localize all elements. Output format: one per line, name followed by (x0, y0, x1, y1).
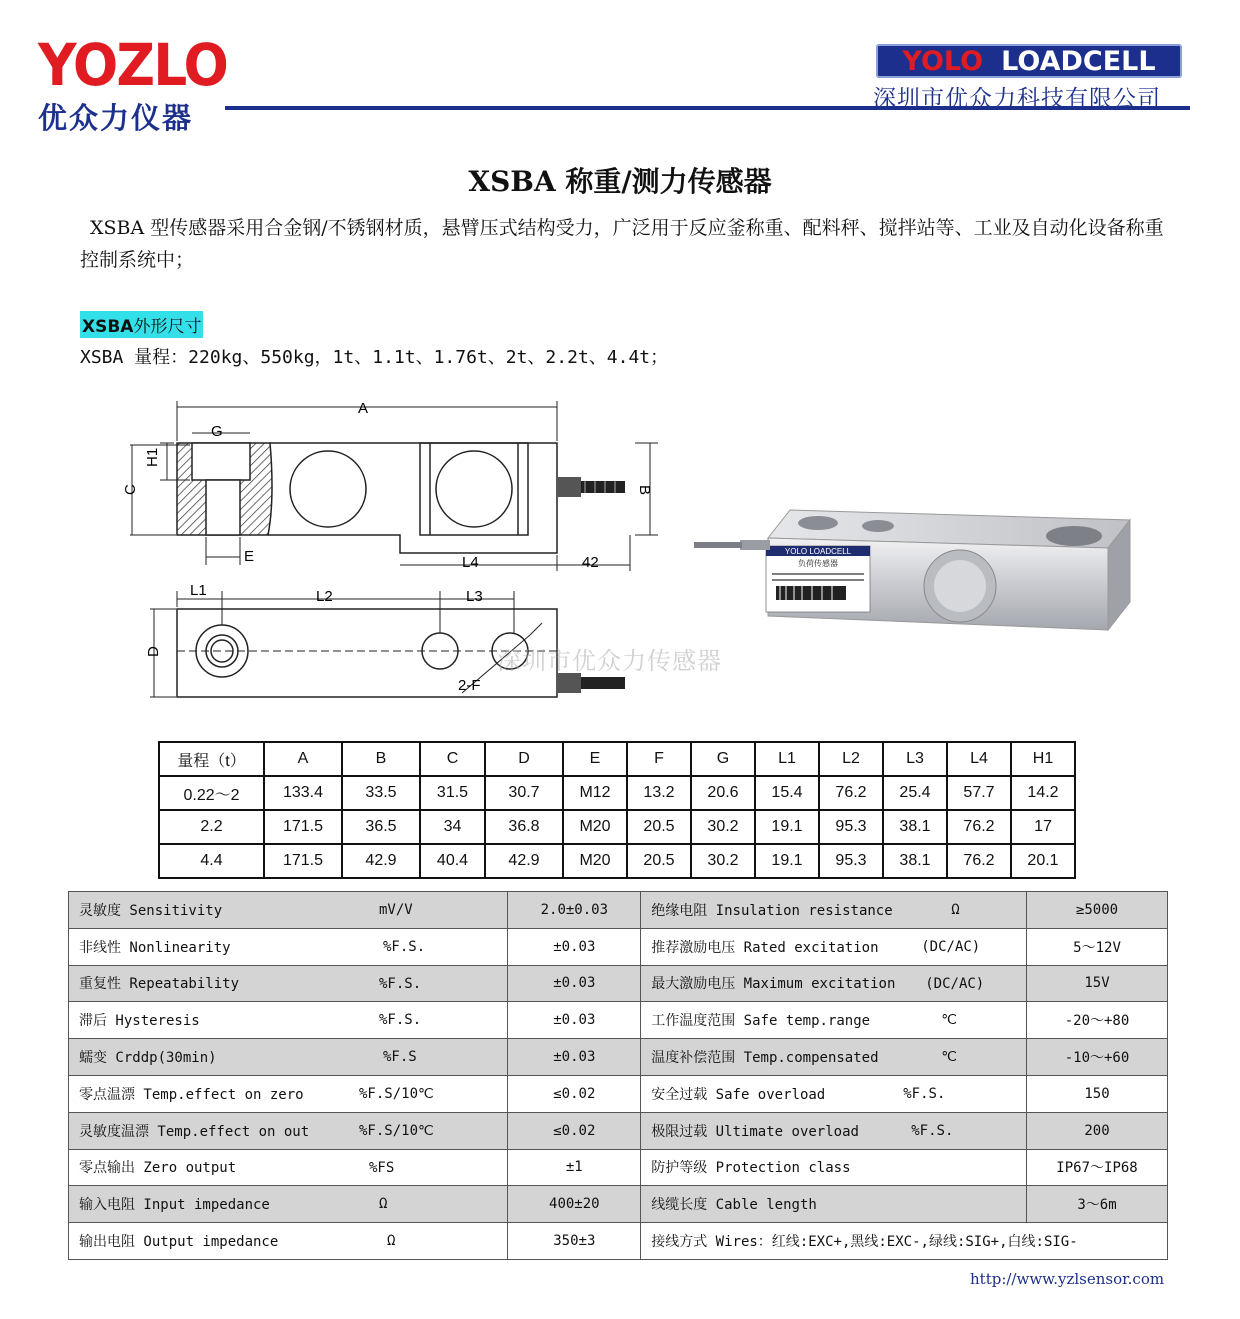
spec-unit: %F.S/10℃ (359, 1122, 434, 1139)
logo-subtitle: 优众力仪器 (38, 101, 194, 135)
spec-label: 灵敏度温漂 Temp.effect on out (79, 1123, 310, 1140)
spec-unit: (DC/AC) (921, 938, 981, 955)
table-cell: 36.5 (342, 810, 420, 844)
spec-label: 绝缘电阻 Insulation resistance (651, 902, 893, 919)
spec-param-right (641, 1002, 1027, 1039)
spec-param-right (641, 1223, 1168, 1260)
section-tag (80, 311, 203, 338)
spec-value-right: 15V (1027, 965, 1168, 1002)
spec-row (69, 965, 1168, 1002)
spec-param-right (641, 1112, 1027, 1149)
header-cell: D (485, 742, 563, 776)
spec-unit: (DC/AC) (925, 975, 985, 992)
table-cell: 30.2 (691, 844, 755, 878)
watermark: 深圳市优众力传感器 (497, 647, 722, 675)
spec-unit: %FS (369, 1159, 395, 1176)
spec-param-right (641, 892, 1027, 929)
spec-param-right (641, 1186, 1027, 1223)
dim-label-g: G (211, 423, 223, 440)
spec-unit: %F.S. (911, 1122, 954, 1139)
table-cell: 40.4 (420, 844, 485, 878)
table-cell: 25.4 (883, 776, 947, 810)
spec-row (69, 1075, 1168, 1112)
spec-value-right: -10～+60 (1027, 1039, 1168, 1076)
spec-value-right: IP67～IP68 (1027, 1149, 1168, 1186)
table-cell: 13.2 (627, 776, 691, 810)
spec-value-right: 150 (1027, 1075, 1168, 1112)
capacity-range: XSBA 量程：220kg、550kg，1t、1.1t、1.76t、2t、2.2t、4.4t； (80, 347, 669, 368)
spec-value-right: ≥5000 (1027, 892, 1168, 929)
photo-label-brand: YOLO LOADCELL (784, 547, 852, 556)
spec-label: 极限过载 Ultimate overload (651, 1123, 859, 1140)
spec-label: 零点输出 Zero output (79, 1160, 237, 1177)
table-cell: 76.2 (947, 844, 1011, 878)
table-cell: 171.5 (264, 810, 342, 844)
spec-value-left: ±0.03 (508, 1039, 641, 1076)
spec-row (69, 1223, 1168, 1260)
spec-unit: Ω (379, 1196, 388, 1213)
header-cell: 量程（t） (159, 742, 264, 776)
dim-label-h1: H1 (144, 447, 161, 467)
header-cell: B (342, 742, 420, 776)
table-cell: 133.4 (264, 776, 342, 810)
table-cell: M20 (563, 844, 627, 878)
spec-param-right (641, 1149, 1027, 1186)
spec-label: 输入电阻 Input impedance (79, 1197, 270, 1214)
spec-value-left: ±0.03 (508, 928, 641, 965)
spec-value-left: ±0.03 (508, 965, 641, 1002)
section-tag-model: XSBA (82, 317, 134, 337)
spec-label: 线缆长度 Cable length (651, 1197, 817, 1214)
spec-unit: ℃ (941, 1012, 957, 1029)
table-cell: 19.1 (755, 810, 819, 844)
dim-label-l4: L4 (462, 554, 479, 571)
table-cell: 95.3 (819, 844, 883, 878)
dim-label-2f: 2-F (458, 677, 481, 694)
table-cell: 33.5 (342, 776, 420, 810)
spec-value-left: ≤0.02 (508, 1112, 641, 1149)
header-cell: L1 (755, 742, 819, 776)
dim-label-l2: L2 (316, 588, 333, 605)
table-cell: 57.7 (947, 776, 1011, 810)
spec-param-right (641, 1039, 1027, 1076)
brand-yolo-text: YOLO (902, 45, 984, 77)
table-cell: M12 (563, 776, 627, 810)
header-cell: L3 (883, 742, 947, 776)
spec-row (69, 1039, 1168, 1076)
spec-param-left (69, 1039, 508, 1076)
spec-value-left: 350±3 (508, 1223, 641, 1260)
dim-label-l3: L3 (466, 588, 483, 605)
page-title: XSBA 称重/测力传感器 (468, 165, 772, 198)
spec-value-right: 3～6m (1027, 1186, 1168, 1223)
header-cell: L2 (819, 742, 883, 776)
spec-row (69, 892, 1168, 929)
spec-value-right: -20～+80 (1027, 1002, 1168, 1039)
spec-unit: %F.S. (903, 1085, 946, 1102)
spec-label: 温度补偿范围 Temp.compensated (651, 1050, 879, 1067)
table-cell: 0.22～2 (159, 776, 264, 810)
spec-label: 防护等级 Protection class (651, 1160, 851, 1177)
side-view (177, 443, 557, 553)
table-cell: 4.4 (159, 844, 264, 878)
table-cell: 20.5 (627, 810, 691, 844)
table-cell: 30.7 (485, 776, 563, 810)
spec-label: 滞后 Hysteresis (79, 1013, 200, 1030)
spec-unit: %F.S. (379, 975, 422, 992)
spec-param-left (69, 1002, 508, 1039)
spec-table (68, 891, 1168, 1260)
header-cell: L4 (947, 742, 1011, 776)
spec-value-right: 200 (1027, 1112, 1168, 1149)
spec-label: 非线性 Nonlinearity (79, 939, 231, 956)
table-cell: 19.1 (755, 844, 819, 878)
table-cell: 171.5 (264, 844, 342, 878)
spec-label: 零点温漂 Temp.effect on zero (79, 1086, 304, 1103)
table-row (159, 844, 1075, 878)
table-cell: 76.2 (819, 776, 883, 810)
spec-unit: mV/V (379, 902, 413, 918)
table-cell: 36.8 (485, 810, 563, 844)
spec-value-left: ≤0.02 (508, 1075, 641, 1112)
spec-param-right (641, 928, 1027, 965)
spec-param-right (641, 1075, 1027, 1112)
table-cell: 20.5 (627, 844, 691, 878)
spec-label: 推荐激励电压 Rated excitation (651, 939, 879, 956)
table-cell: 38.1 (883, 810, 947, 844)
spec-value-left: ±0.03 (508, 1002, 641, 1039)
dim-label-c: C (122, 484, 139, 495)
spec-unit: %F.S. (383, 938, 426, 955)
spec-param-left (69, 1186, 508, 1223)
table-cell: 95.3 (819, 810, 883, 844)
dim-label-b: B (636, 485, 653, 496)
spec-param-left (69, 965, 508, 1002)
spec-label: 重复性 Repeatability (79, 976, 240, 993)
company-logo (38, 31, 228, 135)
brand-loadcell-text: LOADCELL (1001, 45, 1156, 77)
table-cell: 42.9 (342, 844, 420, 878)
table-cell: M20 (563, 810, 627, 844)
spec-row (69, 1112, 1168, 1149)
table-cell: 14.2 (1011, 776, 1075, 810)
table-cell: 31.5 (420, 776, 485, 810)
spec-unit: ℃ (941, 1049, 957, 1066)
section-tag-label: 外形尺寸 (133, 317, 202, 337)
table-cell: 38.1 (883, 844, 947, 878)
spec-param-right (641, 965, 1027, 1002)
table-cell: 30.2 (691, 810, 755, 844)
header-cell: C (420, 742, 485, 776)
spec-value-right: 5～12V (1027, 928, 1168, 965)
spec-unit: Ω (951, 902, 960, 918)
dimension-table (158, 741, 1076, 879)
spec-value-left: ±1 (508, 1149, 641, 1186)
photo-label-type: 负荷传感器 (798, 559, 838, 568)
spec-param-left (69, 1149, 508, 1186)
product-photo (690, 490, 1160, 640)
spec-row (69, 1002, 1168, 1039)
spec-row (69, 1149, 1168, 1186)
logo-text: YOZLO (38, 31, 228, 99)
dim-label-a: A (358, 400, 369, 417)
table-row (159, 810, 1075, 844)
spec-label: 工作温度范围 Safe temp.range (651, 1013, 871, 1030)
spec-param-left (69, 1223, 508, 1260)
spec-label: 蠕变 Crddp(30min) (79, 1050, 217, 1067)
spec-unit: %F.S. (379, 1012, 422, 1029)
table-row (159, 776, 1075, 810)
spec-value-left: 400±20 (508, 1186, 641, 1223)
table-cell: 17 (1011, 810, 1075, 844)
intro-paragraph: XSBA 型传感器采用合金钢/不锈钢材质，悬臂压式结构受力，广泛用于反应釜称重、配料秤、搅拌站等、工业及自动化设备称重控制系统中； (80, 217, 1164, 271)
table-cell: 34 (420, 810, 485, 844)
header-cell: G (691, 742, 755, 776)
dim-label-e: E (244, 548, 255, 565)
table-cell: 20.1 (1011, 844, 1075, 878)
cable-gland-plan (557, 673, 625, 693)
spec-label: 最大激励电压 Maximum excitation (651, 976, 896, 993)
website-url[interactable]: http://www.yzlsensor.com (970, 1270, 1165, 1288)
spec-param-left (69, 892, 508, 929)
spec-label: 接线方式 Wires：红线:EXC+,黑线:EXC-,绿线:SIG+,白线:SIG- (651, 1234, 1078, 1251)
dim-label-l1: L1 (190, 582, 207, 599)
spec-row (69, 1186, 1168, 1223)
spec-param-left (69, 1075, 508, 1112)
company-name: 深圳市优众力科技有限公司 (873, 86, 1161, 112)
table-cell: 20.6 (691, 776, 755, 810)
header-cell: E (563, 742, 627, 776)
header-cell: H1 (1011, 742, 1075, 776)
table-cell: 2.2 (159, 810, 264, 844)
spec-param-left (69, 1112, 508, 1149)
spec-label: 安全过载 Safe overload (651, 1086, 826, 1103)
spec-row (69, 928, 1168, 965)
spec-unit: Ω (387, 1233, 396, 1250)
table-header-row (159, 742, 1075, 776)
header-cell: A (264, 742, 342, 776)
dim-label-d: D (145, 646, 162, 657)
table-cell: 76.2 (947, 810, 1011, 844)
dim-label-42: 42 (582, 554, 599, 571)
spec-value-left: 2.0±0.03 (508, 892, 641, 929)
spec-param-left (69, 928, 508, 965)
brand-banner (876, 44, 1182, 78)
spec-unit: %F.S/10℃ (359, 1085, 434, 1102)
cable-gland-top (557, 477, 625, 497)
spec-label: 灵敏度 Sensitivity (79, 902, 223, 919)
table-cell: 15.4 (755, 776, 819, 810)
table-cell: 42.9 (485, 844, 563, 878)
spec-unit: %F.S (383, 1049, 417, 1066)
header-cell: F (627, 742, 691, 776)
spec-label: 输出电阻 Output impedance (79, 1234, 279, 1251)
